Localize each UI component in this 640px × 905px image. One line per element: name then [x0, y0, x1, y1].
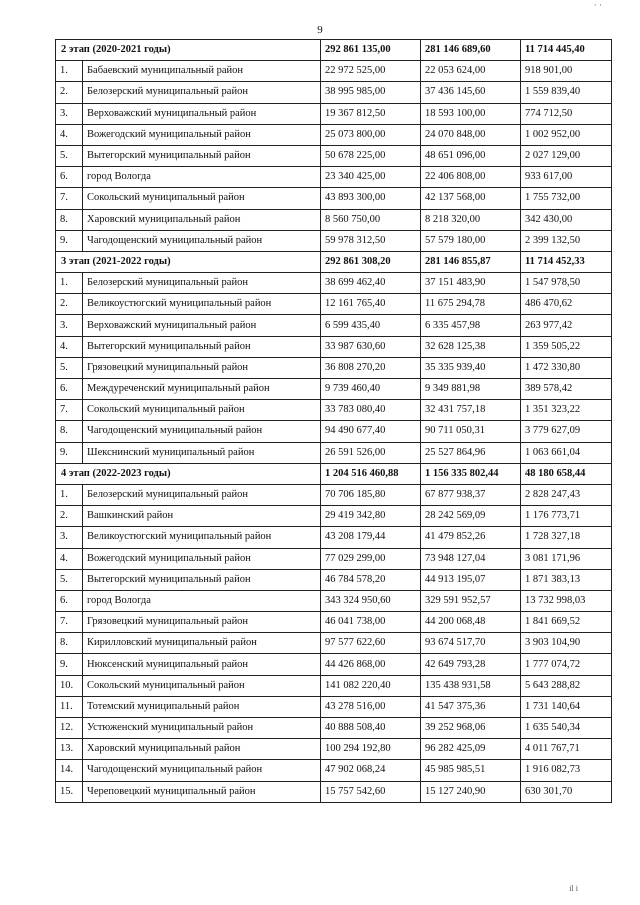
table-row — [56, 569, 612, 590]
amount-regional: 48 651 096,00 — [421, 145, 521, 166]
table-row — [56, 590, 612, 611]
district-name: Харовский муниципальный район — [83, 209, 321, 230]
amount-local: 2 399 132,50 — [521, 230, 612, 251]
district-name: Устюженский муниципальный район — [83, 718, 321, 739]
district-name: Нюксенский муниципальный район — [83, 654, 321, 675]
table-row — [56, 103, 612, 124]
stage-header-row — [56, 251, 612, 272]
amount-local: 3 081 171,96 — [521, 548, 612, 569]
page-number: 9 — [317, 24, 323, 36]
amount-regional: 67 877 938,37 — [421, 484, 521, 505]
amount-total: 44 426 868,00 — [321, 654, 421, 675]
amount-total: 9 739 460,40 — [321, 379, 421, 400]
row-number: 4. — [56, 124, 83, 145]
table-row — [56, 82, 612, 103]
amount-regional: 329 591 952,57 — [421, 590, 521, 611]
stage-total-local: 48 180 658,44 — [521, 463, 612, 484]
amount-regional: 32 431 757,18 — [421, 400, 521, 421]
amount-local: 1 002 952,00 — [521, 124, 612, 145]
amount-total: 25 073 800,00 — [321, 124, 421, 145]
amount-regional: 22 053 624,00 — [421, 61, 521, 82]
table-row — [56, 230, 612, 251]
stage-header-row — [56, 463, 612, 484]
row-number: 9. — [56, 230, 83, 251]
table-row — [56, 379, 612, 400]
table-row — [56, 506, 612, 527]
stage-title: 4 этап (2022-2023 годы) — [56, 463, 321, 484]
row-number: 8. — [56, 421, 83, 442]
row-number: 8. — [56, 633, 83, 654]
table-row — [56, 484, 612, 505]
table-row — [56, 124, 612, 145]
district-name: город Вологда — [83, 590, 321, 611]
amount-total: 43 208 179,44 — [321, 527, 421, 548]
amount-total: 33 987 630,60 — [321, 336, 421, 357]
row-number: 1. — [56, 484, 83, 505]
table-row — [56, 654, 612, 675]
district-name: Вытегорский муниципальный район — [83, 145, 321, 166]
amount-regional: 18 593 100,00 — [421, 103, 521, 124]
amount-local: 1 359 505,22 — [521, 336, 612, 357]
district-name: Вожегодский муниципальный район — [83, 548, 321, 569]
district-name: Вытегорский муниципальный район — [83, 569, 321, 590]
amount-local: 1 635 540,34 — [521, 718, 612, 739]
stage-total-regional: 281 146 689,60 — [421, 40, 521, 61]
amount-total: 38 995 985,00 — [321, 82, 421, 103]
amount-local: 630 301,70 — [521, 781, 612, 802]
row-number: 2. — [56, 506, 83, 527]
table-row — [56, 633, 612, 654]
amount-total: 33 783 080,40 — [321, 400, 421, 421]
district-name: Бабаевский муниципальный район — [83, 61, 321, 82]
district-name: Тотемский муниципальный район — [83, 696, 321, 717]
amount-local: 2 828 247,43 — [521, 484, 612, 505]
amount-local: 1 063 661,04 — [521, 442, 612, 463]
amount-local: 1 871 383,13 — [521, 569, 612, 590]
district-name: Чагодощенский муниципальный район — [83, 421, 321, 442]
row-number: 4. — [56, 336, 83, 357]
stage-total-local: 11 714 452,33 — [521, 251, 612, 272]
stage-total-amount: 1 204 516 460,88 — [321, 463, 421, 484]
district-name: Череповецкий муниципальный район — [83, 781, 321, 802]
table-row — [56, 442, 612, 463]
district-name: Вашкинский район — [83, 506, 321, 527]
amount-local: 774 712,50 — [521, 103, 612, 124]
amount-regional: 8 218 320,00 — [421, 209, 521, 230]
table-row — [56, 760, 612, 781]
amount-local: 1 916 082,73 — [521, 760, 612, 781]
amount-total: 40 888 508,40 — [321, 718, 421, 739]
amount-total: 100 294 192,80 — [321, 739, 421, 760]
amount-local: 13 732 998,03 — [521, 590, 612, 611]
stage-title: 3 этап (2021-2022 годы) — [56, 251, 321, 272]
amount-regional: 93 674 517,70 — [421, 633, 521, 654]
district-name: Сокольский муниципальный район — [83, 400, 321, 421]
amount-regional: 9 349 881,98 — [421, 379, 521, 400]
district-name: Грязовецкий муниципальный район — [83, 357, 321, 378]
row-number: 11. — [56, 696, 83, 717]
amount-regional: 41 547 375,36 — [421, 696, 521, 717]
district-name: Сокольский муниципальный район — [83, 675, 321, 696]
amount-regional: 11 675 294,78 — [421, 294, 521, 315]
amount-local: 389 578,42 — [521, 379, 612, 400]
district-name: Харовский муниципальный район — [83, 739, 321, 760]
district-name: Верховажский муниципальный район — [83, 315, 321, 336]
table-row — [56, 612, 612, 633]
amount-local: 263 977,42 — [521, 315, 612, 336]
corner-mark: · · — [593, 0, 602, 10]
amount-local: 1 777 074,72 — [521, 654, 612, 675]
table-row — [56, 357, 612, 378]
table-row — [56, 315, 612, 336]
table-row — [56, 273, 612, 294]
row-number: 15. — [56, 781, 83, 802]
table-row — [56, 188, 612, 209]
amount-local: 918 901,00 — [521, 61, 612, 82]
row-number: 6. — [56, 590, 83, 611]
district-name: Верховажский муниципальный район — [83, 103, 321, 124]
funding-table — [55, 39, 612, 803]
stage-total-amount: 292 861 308,20 — [321, 251, 421, 272]
row-number: 5. — [56, 357, 83, 378]
amount-total: 23 340 425,00 — [321, 167, 421, 188]
row-number: 1. — [56, 61, 83, 82]
stage-total-local: 11 714 445,40 — [521, 40, 612, 61]
stage-title: 2 этап (2020-2021 годы) — [56, 40, 321, 61]
row-number: 5. — [56, 145, 83, 166]
row-number: 7. — [56, 400, 83, 421]
table-row — [56, 675, 612, 696]
amount-total: 43 278 516,00 — [321, 696, 421, 717]
table-row — [56, 209, 612, 230]
table-row — [56, 336, 612, 357]
row-number: 9. — [56, 654, 83, 675]
row-number: 8. — [56, 209, 83, 230]
amount-total: 22 972 525,00 — [321, 61, 421, 82]
district-name: Междуреченский муниципальный район — [83, 379, 321, 400]
table-row — [56, 167, 612, 188]
amount-regional: 25 527 864,96 — [421, 442, 521, 463]
amount-regional: 42 137 568,00 — [421, 188, 521, 209]
amount-total: 12 161 765,40 — [321, 294, 421, 315]
amount-regional: 44 913 195,07 — [421, 569, 521, 590]
amount-local: 1 841 669,52 — [521, 612, 612, 633]
amount-total: 46 784 578,20 — [321, 569, 421, 590]
amount-total: 343 324 950,60 — [321, 590, 421, 611]
row-number: 14. — [56, 760, 83, 781]
amount-regional: 135 438 931,58 — [421, 675, 521, 696]
district-name: Шекснинский муниципальный район — [83, 442, 321, 463]
amount-local: 1 755 732,00 — [521, 188, 612, 209]
row-number: 7. — [56, 612, 83, 633]
amount-local: 1 472 330,80 — [521, 357, 612, 378]
amount-local: 933 617,00 — [521, 167, 612, 188]
amount-local: 1 731 140,64 — [521, 696, 612, 717]
amount-regional: 22 406 808,00 — [421, 167, 521, 188]
amount-local: 486 470,62 — [521, 294, 612, 315]
amount-local: 342 430,00 — [521, 209, 612, 230]
amount-total: 59 978 312,50 — [321, 230, 421, 251]
row-number: 2. — [56, 294, 83, 315]
amount-local: 4 011 767,71 — [521, 739, 612, 760]
amount-local: 5 643 288,82 — [521, 675, 612, 696]
table-row — [56, 781, 612, 802]
table-row — [56, 294, 612, 315]
amount-total: 70 706 185,80 — [321, 484, 421, 505]
amount-regional: 45 985 985,51 — [421, 760, 521, 781]
row-number: 9. — [56, 442, 83, 463]
district-name: город Вологда — [83, 167, 321, 188]
district-name: Чагодощенский муниципальный район — [83, 760, 321, 781]
amount-regional: 41 479 852,26 — [421, 527, 521, 548]
amount-total: 15 757 542,60 — [321, 781, 421, 802]
row-number: 2. — [56, 82, 83, 103]
amount-regional: 73 948 127,04 — [421, 548, 521, 569]
row-number: 3. — [56, 527, 83, 548]
table-body — [56, 40, 612, 803]
district-name: Грязовецкий муниципальный район — [83, 612, 321, 633]
amount-total: 94 490 677,40 — [321, 421, 421, 442]
amount-local: 1 728 327,18 — [521, 527, 612, 548]
row-number: 1. — [56, 273, 83, 294]
amount-local: 3 779 627,09 — [521, 421, 612, 442]
table-row — [56, 421, 612, 442]
row-number: 6. — [56, 379, 83, 400]
amount-total: 46 041 738,00 — [321, 612, 421, 633]
row-number: 3. — [56, 315, 83, 336]
row-number: 4. — [56, 548, 83, 569]
amount-regional: 57 579 180,00 — [421, 230, 521, 251]
stage-total-amount: 292 861 135,00 — [321, 40, 421, 61]
table-row — [56, 739, 612, 760]
amount-regional: 96 282 425,09 — [421, 739, 521, 760]
amount-total: 8 560 750,00 — [321, 209, 421, 230]
amount-regional: 44 200 068,48 — [421, 612, 521, 633]
amount-regional: 39 252 968,06 — [421, 718, 521, 739]
amount-total: 141 082 220,40 — [321, 675, 421, 696]
district-name: Великоустюгский муниципальный район — [83, 294, 321, 315]
amount-total: 29 419 342,80 — [321, 506, 421, 527]
amount-local: 1 547 978,50 — [521, 273, 612, 294]
amount-regional: 37 436 145,60 — [421, 82, 521, 103]
amount-total: 77 029 299,00 — [321, 548, 421, 569]
amount-total: 50 678 225,00 — [321, 145, 421, 166]
table-row — [56, 400, 612, 421]
row-number: 5. — [56, 569, 83, 590]
district-name: Вожегодский муниципальный район — [83, 124, 321, 145]
row-number: 7. — [56, 188, 83, 209]
row-number: 10. — [56, 675, 83, 696]
district-name: Белозерский муниципальный район — [83, 82, 321, 103]
table-row — [56, 718, 612, 739]
footer-mark: il i — [569, 884, 578, 893]
amount-local: 1 351 323,22 — [521, 400, 612, 421]
table-row — [56, 527, 612, 548]
district-name: Чагодощенский муниципальный район — [83, 230, 321, 251]
row-number: 12. — [56, 718, 83, 739]
amount-local: 1 559 839,40 — [521, 82, 612, 103]
district-name: Белозерский муниципальный район — [83, 273, 321, 294]
amount-local: 1 176 773,71 — [521, 506, 612, 527]
district-name: Вытегорский муниципальный район — [83, 336, 321, 357]
table-row — [56, 696, 612, 717]
amount-total: 36 808 270,20 — [321, 357, 421, 378]
district-name: Кирилловский муниципальный район — [83, 633, 321, 654]
amount-regional: 28 242 569,09 — [421, 506, 521, 527]
amount-regional: 90 711 050,31 — [421, 421, 521, 442]
amount-total: 43 893 300,00 — [321, 188, 421, 209]
amount-total: 97 577 622,60 — [321, 633, 421, 654]
amount-total: 6 599 435,40 — [321, 315, 421, 336]
row-number: 13. — [56, 739, 83, 760]
row-number: 3. — [56, 103, 83, 124]
table-row — [56, 145, 612, 166]
amount-total: 38 699 462,40 — [321, 273, 421, 294]
amount-regional: 6 335 457,98 — [421, 315, 521, 336]
stage-header-row — [56, 40, 612, 61]
amount-local: 3 903 104,90 — [521, 633, 612, 654]
district-name: Великоустюгский муниципальный район — [83, 527, 321, 548]
stage-total-regional: 1 156 335 802,44 — [421, 463, 521, 484]
amount-regional: 32 628 125,38 — [421, 336, 521, 357]
amount-regional: 42 649 793,28 — [421, 654, 521, 675]
table-row — [56, 61, 612, 82]
amount-total: 19 367 812,50 — [321, 103, 421, 124]
district-name: Сокольский муниципальный район — [83, 188, 321, 209]
amount-total: 26 591 526,00 — [321, 442, 421, 463]
amount-regional: 37 151 483,90 — [421, 273, 521, 294]
row-number: 6. — [56, 167, 83, 188]
district-name: Белозерский муниципальный район — [83, 484, 321, 505]
table-row — [56, 548, 612, 569]
amount-regional: 35 335 939,40 — [421, 357, 521, 378]
stage-total-regional: 281 146 855,87 — [421, 251, 521, 272]
amount-regional: 24 070 848,00 — [421, 124, 521, 145]
amount-regional: 15 127 240,90 — [421, 781, 521, 802]
amount-total: 47 902 068,24 — [321, 760, 421, 781]
amount-local: 2 027 129,00 — [521, 145, 612, 166]
